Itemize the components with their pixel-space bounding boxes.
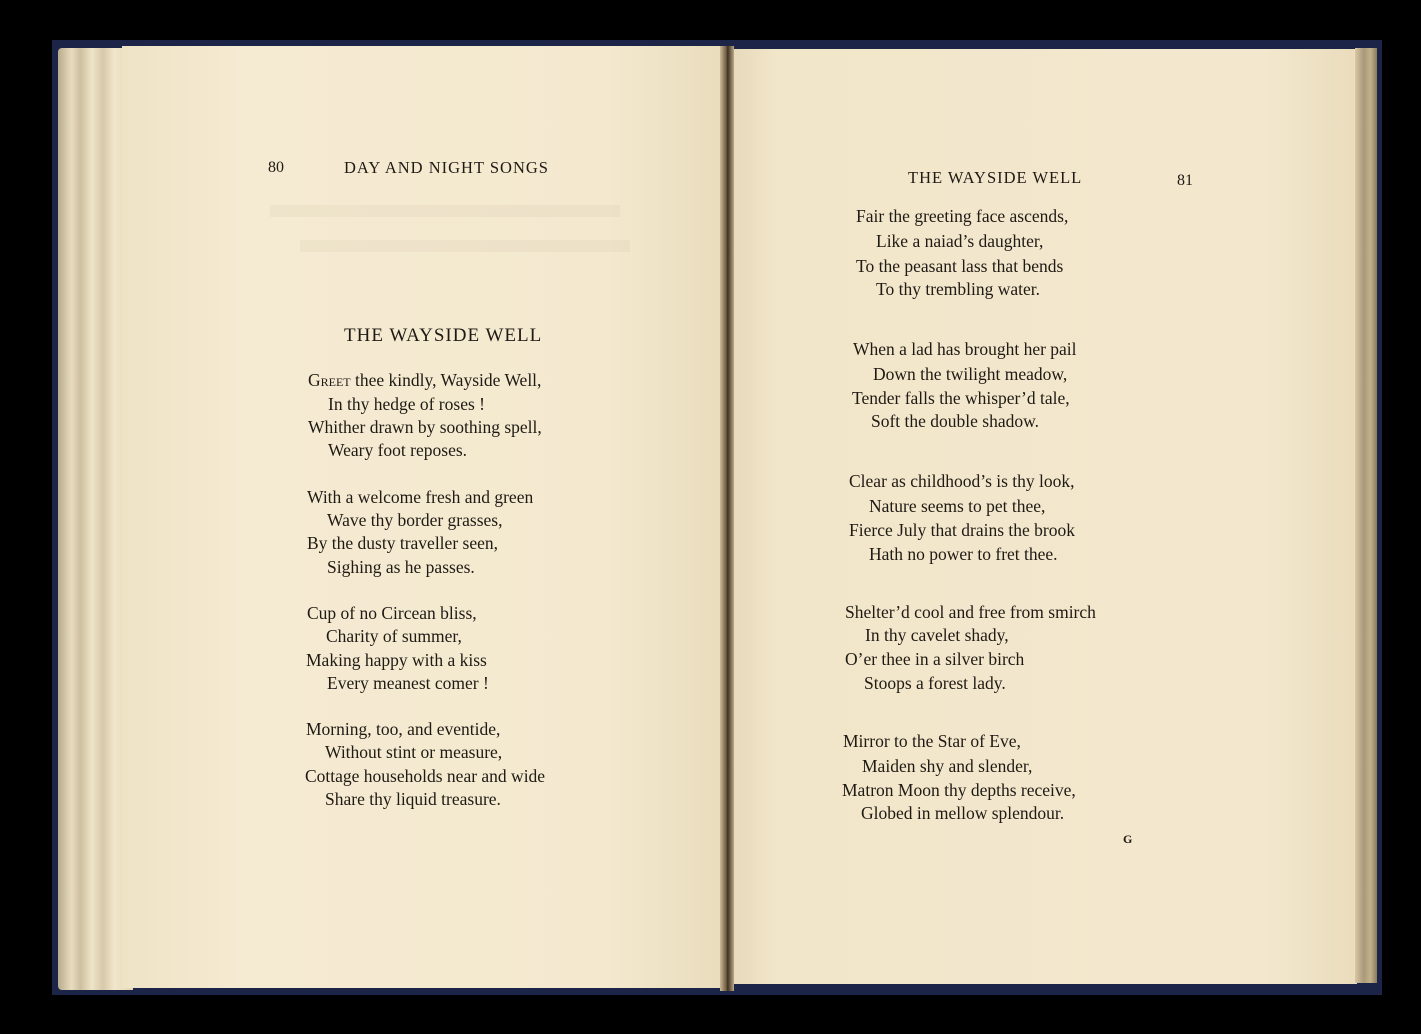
- poem-line: Making happy with a kiss: [306, 650, 487, 670]
- poem-line: Hath no power to fret thee.: [869, 544, 1058, 564]
- right-page-edges: [1355, 48, 1377, 983]
- poem-line: Cup of no Circean bliss,: [307, 603, 477, 623]
- poem-line: In thy cavelet shady,: [865, 625, 1009, 645]
- page-number-right: 81: [1177, 172, 1193, 189]
- poem-line: In thy hedge of roses !: [328, 394, 485, 414]
- poem-line: With a welcome fresh and green: [307, 487, 534, 507]
- running-head-right: THE WAYSIDE WELL: [908, 168, 1083, 187]
- poem-line: Charity of summer,: [326, 626, 462, 646]
- poem-line: Share thy liquid treasure.: [325, 789, 501, 809]
- poem-line: Nature seems to pet thee,: [869, 496, 1046, 516]
- poem-line: When a lad has brought her pail: [853, 339, 1077, 359]
- poem-line: Like a naiad’s daughter,: [876, 231, 1044, 251]
- poem-line: Whither drawn by soothing spell,: [308, 417, 542, 437]
- poem-line: Maiden shy and slender,: [862, 756, 1033, 776]
- show-through: [300, 240, 630, 252]
- poem-line: To the peasant lass that bends: [856, 256, 1064, 276]
- poem-line: To thy trembling water.: [876, 279, 1041, 299]
- running-head-left: DAY AND NIGHT SONGS: [344, 158, 549, 177]
- opening-rest: thee kindly, Wayside Well,: [350, 370, 542, 390]
- poem-line: Cottage households near and wide: [305, 766, 546, 786]
- poem-line: Morning, too, and eventide,: [306, 719, 501, 739]
- poem-line: Wave thy border grasses,: [327, 510, 503, 530]
- poem-line: Fair the greeting face ascends,: [856, 206, 1069, 226]
- poem-line: By the dusty traveller seen,: [307, 533, 498, 553]
- poem-line: Soft the double shadow.: [871, 411, 1040, 431]
- poem-line: Mirror to the Star of Eve,: [843, 731, 1021, 751]
- poem-title: THE WAYSIDE WELL: [344, 325, 543, 346]
- signature-mark: G: [1123, 832, 1133, 846]
- poem-line: Stoops a forest lady.: [864, 673, 1006, 693]
- poem-line: [308, 372, 541, 390]
- poem-line: Every meanest comer !: [327, 673, 489, 693]
- poem-line: Without stint or measure,: [325, 742, 503, 762]
- poem-line: Shelter’d cool and free from smirch: [845, 602, 1096, 622]
- poem-line: Matron Moon thy depths receive,: [842, 780, 1076, 800]
- page-number-left: 80: [268, 159, 284, 176]
- book-gutter: [720, 46, 734, 991]
- poem-line: Down the twilight meadow,: [873, 364, 1068, 384]
- show-through: [270, 205, 620, 217]
- right-page: [727, 49, 1357, 984]
- poem-line: Clear as childhood’s is thy look,: [849, 471, 1075, 491]
- poem-line: O’er thee in a silver birch: [845, 649, 1025, 669]
- poem-line: Fierce July that drains the brook: [849, 520, 1075, 540]
- poem-line: Weary foot reposes.: [328, 440, 468, 460]
- poem-line: Sighing as he passes.: [327, 557, 475, 577]
- poem-line: Globed in mellow splendour.: [861, 803, 1065, 823]
- poem-line: Tender falls the whisper’d tale,: [852, 388, 1070, 408]
- opening-word: Greet: [308, 370, 351, 390]
